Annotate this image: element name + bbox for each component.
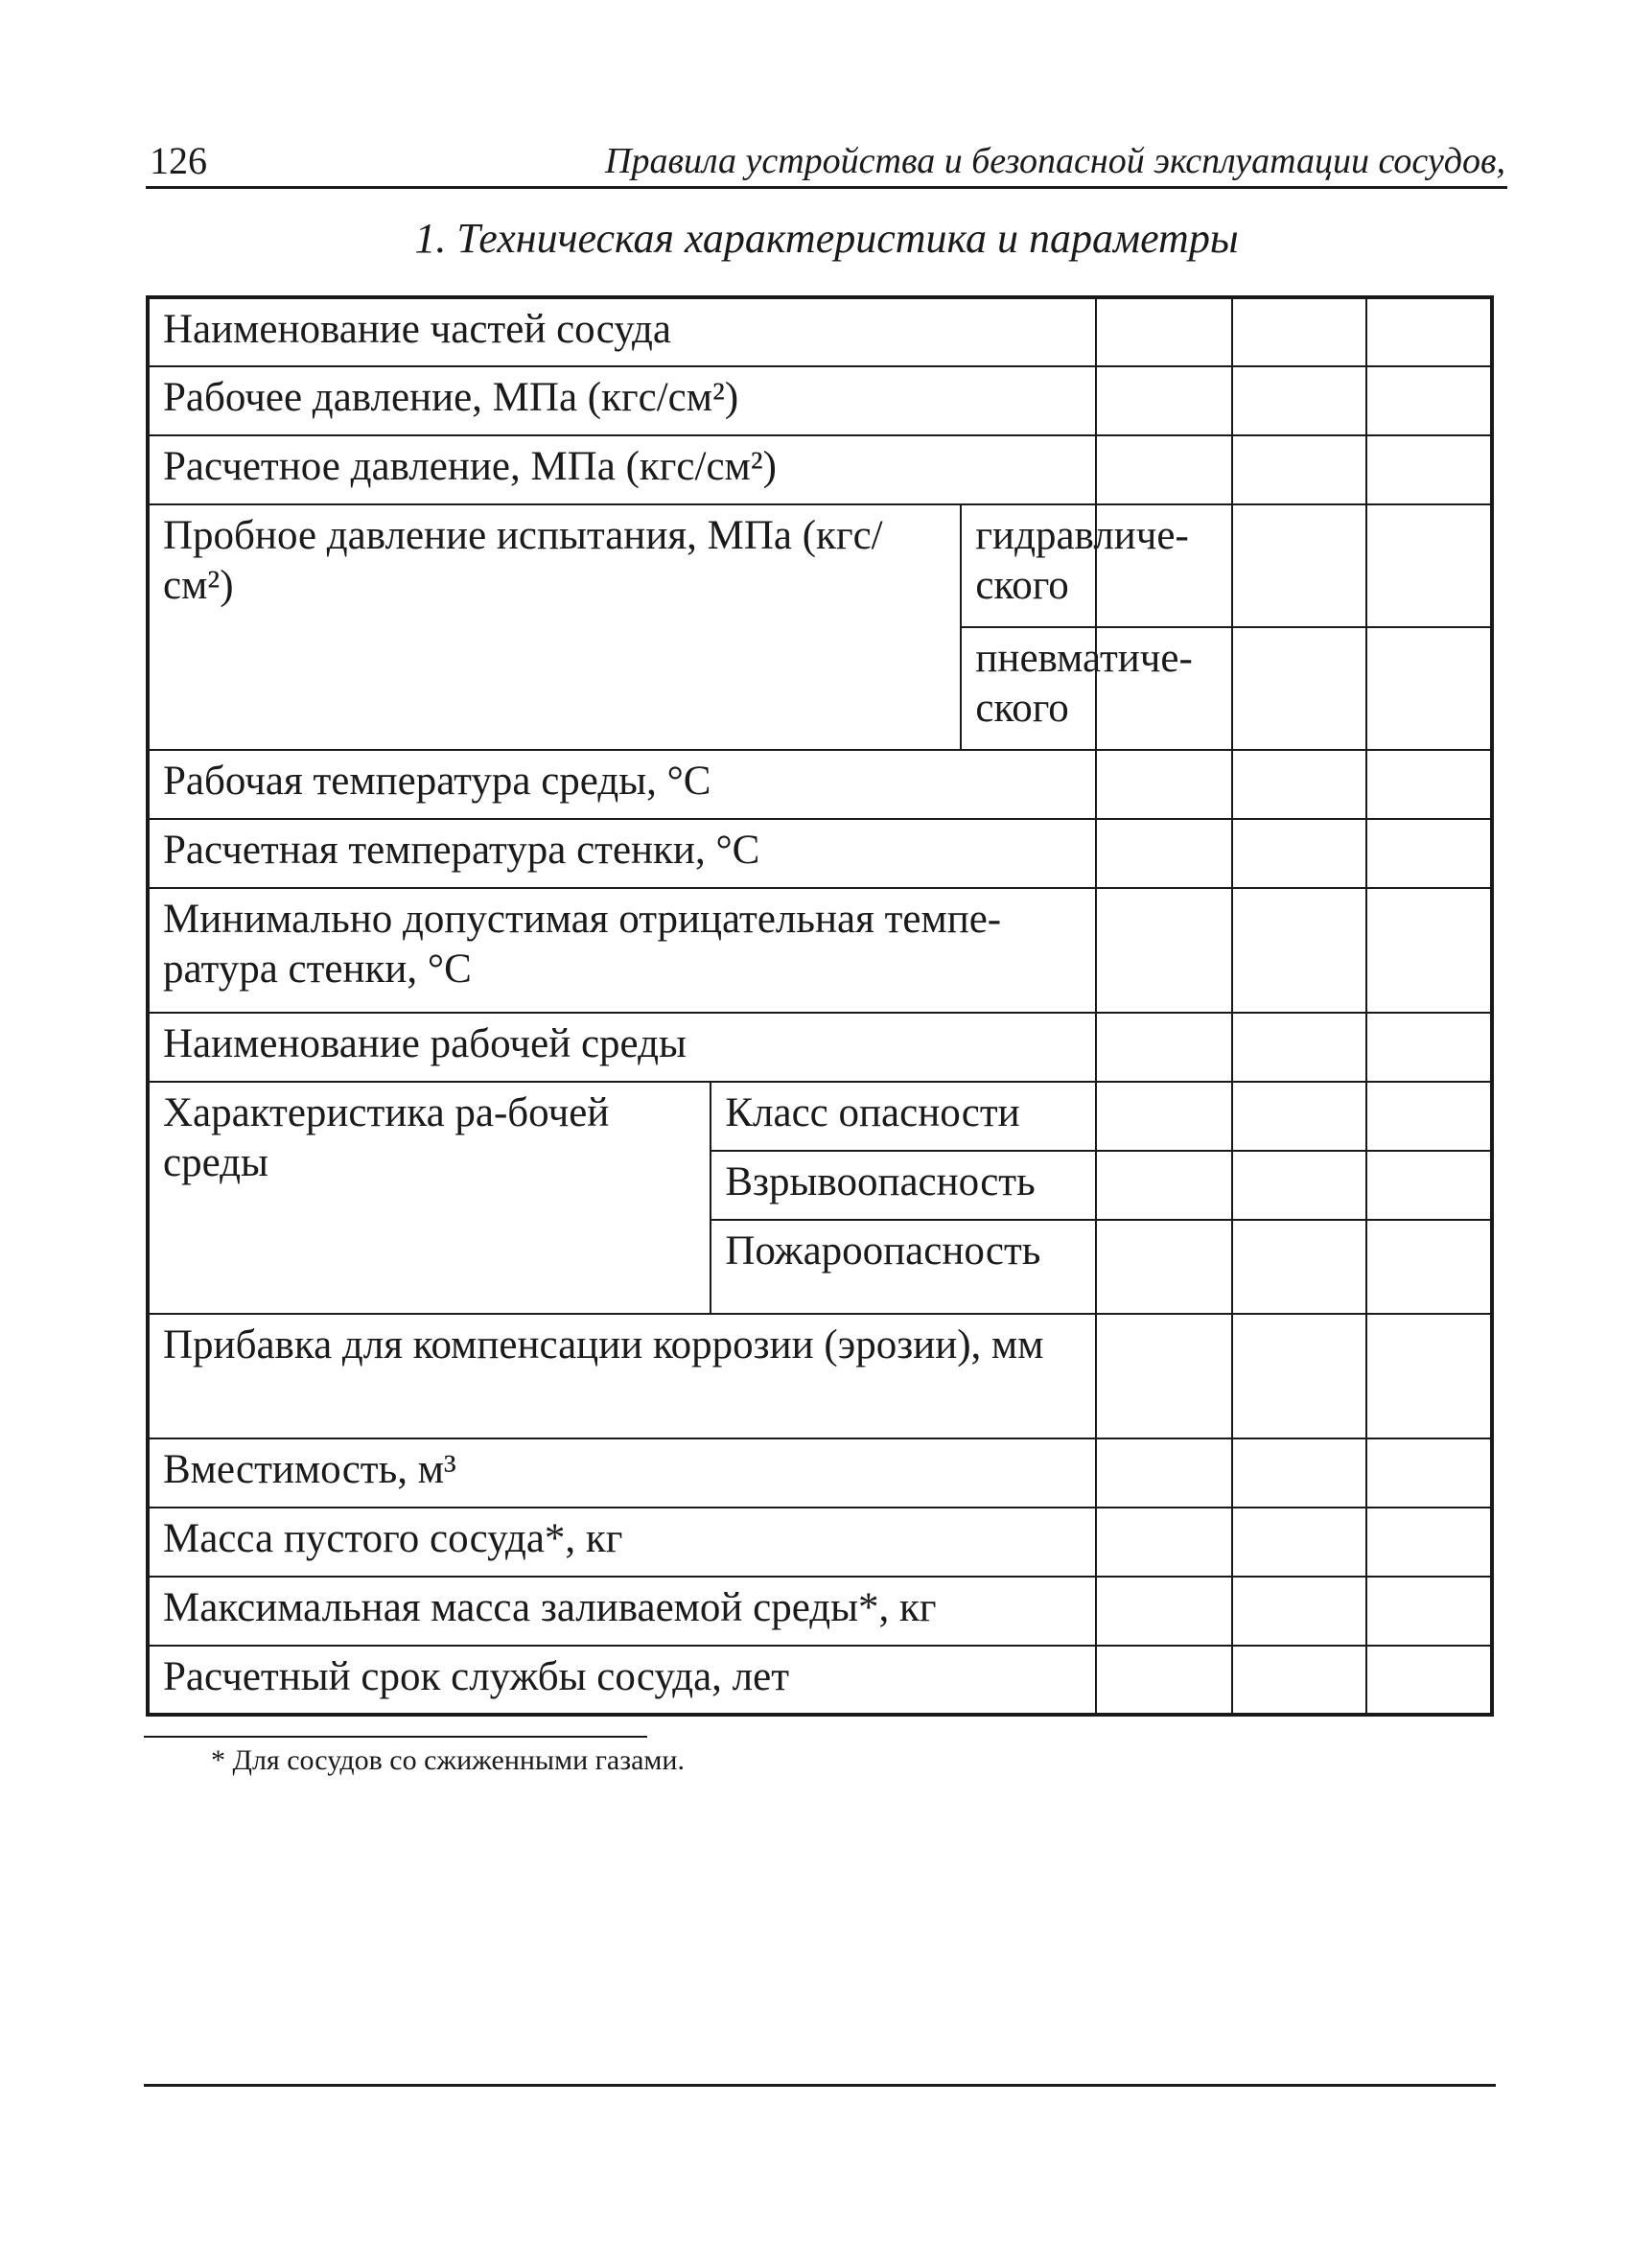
table-row [148, 504, 1492, 627]
table-row [148, 1508, 1492, 1577]
row-label-design-pressure: Расчетное давление, МПа (кгс/см²) [148, 435, 1096, 504]
value-cell [1232, 504, 1366, 627]
running-title: Правила устройства и безопасной эксплуатации сосудов, [605, 141, 1505, 181]
value-cell [1366, 1438, 1492, 1508]
row-label-design-wall-temperature: Расчетная температура стенки, °C [148, 819, 1096, 888]
table-row [148, 366, 1492, 435]
footnote-divider [144, 1736, 647, 1738]
value-cell [1366, 504, 1492, 627]
table-row [148, 1438, 1492, 1508]
value-cell [1096, 750, 1233, 819]
row-label-medium-name: Наименование рабочей среды [148, 1013, 1096, 1082]
table-row [148, 1082, 1492, 1151]
value-cell [1232, 819, 1366, 888]
value-cell [1232, 1013, 1366, 1082]
value-cell [1232, 1646, 1366, 1715]
value-cell [1366, 1646, 1492, 1715]
row-label-vessel-parts: Наименование частей сосуда [148, 297, 1096, 366]
row-label-service-life: Расчетный срок службы сосуда, лет [148, 1646, 1096, 1715]
value-cell [1096, 1577, 1233, 1646]
footnote: * Для сосудов со сжиженными газами. [211, 1744, 685, 1776]
value-cell [1096, 366, 1233, 435]
value-cell [1366, 1508, 1492, 1577]
table-row [148, 1577, 1492, 1646]
table-row [148, 435, 1492, 504]
page-bottom-rule [144, 2084, 1496, 2087]
row-label-empty-mass: Масса пустого сосуда*, кг [148, 1508, 1096, 1577]
value-cell [1096, 1646, 1233, 1715]
value-cell [1096, 819, 1233, 888]
value-cell [1232, 1151, 1366, 1220]
row-label-max-fill-mass: Максимальная масса заливаемой среды*, кг [148, 1577, 1096, 1646]
value-cell [1366, 1314, 1492, 1438]
value-cell [1096, 297, 1233, 366]
value-cell [1232, 627, 1366, 750]
value-cell [1096, 1220, 1233, 1314]
row-label-test-pressure: Пробное давление испытания, МПа (кгс/см²) [148, 504, 961, 750]
value-cell [1232, 888, 1366, 1013]
value-cell [1366, 435, 1492, 504]
table-row [148, 888, 1492, 1013]
row-label-working-temperature: Рабочая температура среды, °C [148, 750, 1096, 819]
row-label-corrosion-allowance: Прибавка для компенсации коррозии (эрозии), мм [148, 1314, 1096, 1438]
value-cell [1232, 1577, 1366, 1646]
running-head [146, 139, 1507, 189]
table-row [148, 1646, 1492, 1715]
value-cell [1232, 750, 1366, 819]
row-label-medium-characteristics: Характеристика ра-бочей среды [148, 1082, 711, 1314]
row-label-explosion-hazard: Взрывоопасность [711, 1151, 1095, 1220]
value-cell [1096, 435, 1233, 504]
value-cell [1366, 1082, 1492, 1151]
row-label-pneumatic: пневматиче-ского [961, 627, 1095, 750]
value-cell [1366, 1577, 1492, 1646]
row-label-capacity: Вместимость, м³ [148, 1438, 1096, 1508]
value-cell [1096, 1508, 1233, 1577]
value-cell [1096, 888, 1233, 1013]
value-cell [1232, 297, 1366, 366]
table-row [148, 1013, 1492, 1082]
value-cell [1366, 750, 1492, 819]
row-label-hydraulic: гидравличе-ского [961, 504, 1095, 627]
row-label-fire-hazard: Пожароопасность [711, 1220, 1095, 1314]
value-cell [1096, 1314, 1233, 1438]
value-cell [1366, 1151, 1492, 1220]
page-number: 126 [150, 139, 207, 182]
value-cell [1366, 888, 1492, 1013]
value-cell [1366, 1220, 1492, 1314]
value-cell [1096, 1151, 1233, 1220]
value-cell [1096, 1013, 1233, 1082]
table-row [148, 819, 1492, 888]
row-label-hazard-class: Класс опасности [711, 1082, 1095, 1151]
value-cell [1232, 1508, 1366, 1577]
table-row [148, 297, 1492, 366]
value-cell [1366, 366, 1492, 435]
row-label-min-wall-temperature: Минимально допустимая отрицательная темпе-ратура стенки, °C [148, 888, 1096, 1013]
value-cell [1366, 1013, 1492, 1082]
value-cell [1232, 1438, 1366, 1508]
table-row [148, 750, 1492, 819]
value-cell [1232, 435, 1366, 504]
section-title: 1. Техническая характеристика и параметры [414, 215, 1239, 262]
value-cell [1232, 366, 1366, 435]
value-cell [1232, 1314, 1366, 1438]
value-cell [1096, 1082, 1233, 1151]
value-cell [1366, 297, 1492, 366]
spec-table [146, 295, 1494, 1717]
value-cell [1366, 819, 1492, 888]
row-label-working-pressure: Рабочее давление, МПа (кгс/см²) [148, 366, 1096, 435]
value-cell [1366, 627, 1492, 750]
value-cell [1232, 1082, 1366, 1151]
value-cell [1232, 1220, 1366, 1314]
table-row [148, 1314, 1492, 1438]
value-cell [1096, 1438, 1233, 1508]
